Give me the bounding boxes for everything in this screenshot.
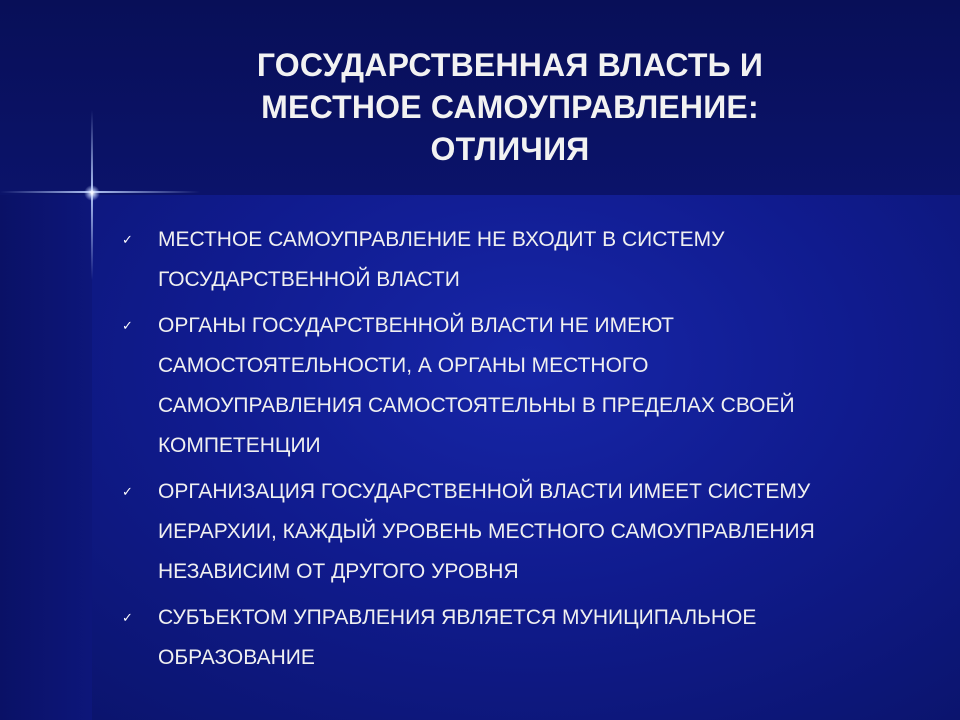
bullet-item [120, 472, 900, 592]
checkmark-icon: ✓ [122, 318, 133, 333]
sparkle-horizontal-ray [0, 191, 200, 193]
bullet-line: МЕСТНОЕ САМОУПРАВЛЕНИЕ НЕ ВХОДИТ В СИСТЕМУ [158, 228, 725, 251]
checkmark-icon: ✓ [122, 610, 133, 625]
slide-title [180, 44, 840, 170]
title-line: МЕСТНОЕ САМОУПРАВЛЕНИЕ: [261, 89, 759, 125]
bullet-line: ОРГАНЫ ГОСУДАРСТВЕННОЙ ВЛАСТИ НЕ ИМЕЮТ [158, 314, 674, 337]
sparkle-star-icon [84, 185, 100, 201]
bullet-item [120, 598, 900, 678]
bullet-line: ИЕРАРХИИ, КАЖДЫЙ УРОВЕНЬ МЕСТНОГО САМОУПРАВЛЕНИЯ [158, 520, 815, 543]
bullet-line: САМОУПРАВЛЕНИЯ САМОСТОЯТЕЛЬНЫ В ПРЕДЕЛАХ СВОЕЙ [158, 394, 795, 417]
left-strip [0, 195, 92, 720]
bullet-line: СУБЪЕКТОМ УПРАВЛЕНИЯ ЯВЛЯЕТСЯ МУНИЦИПАЛЬНОЕ [158, 606, 757, 629]
bullet-line: ОРГАНИЗАЦИЯ ГОСУДАРСТВЕННОЙ ВЛАСТИ ИМЕЕТ СИСТЕМУ [158, 480, 811, 503]
checkmark-icon: ✓ [122, 484, 133, 499]
bullet-line: КОМПЕТЕНЦИИ [158, 434, 321, 457]
bullet-list [120, 220, 900, 684]
bullet-line: ОБРАЗОВАНИЕ [158, 646, 315, 669]
checkmark-icon: ✓ [122, 232, 133, 247]
title-line: ОТЛИЧИЯ [430, 131, 590, 167]
bullet-line: САМОСТОЯТЕЛЬНОСТИ, А ОРГАНЫ МЕСТНОГО [158, 354, 649, 377]
bullet-item [120, 306, 900, 466]
title-line: ГОСУДАРСТВЕННАЯ ВЛАСТЬ И [256, 47, 764, 83]
bullet-item [120, 220, 900, 300]
bullet-line: НЕЗАВИСИМ ОТ ДРУГОГО УРОВНЯ [158, 560, 519, 583]
bullet-line: ГОСУДАРСТВЕННОЙ ВЛАСТИ [158, 268, 460, 291]
